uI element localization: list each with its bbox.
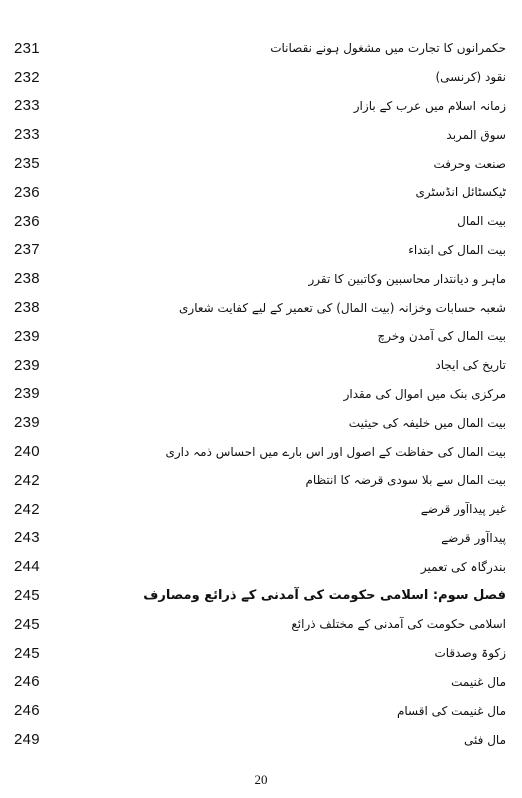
toc-page-number: 249 — [14, 731, 40, 749]
toc-section-title: فصل سوم: اسلامی حکومت کی آمدنی کے ذرائع ومصارف — [143, 588, 506, 604]
toc-entry — [0, 408, 522, 437]
toc-title: نقود (کرنسی) — [435, 70, 506, 85]
toc-page-number: 239 — [14, 327, 40, 345]
toc-title: بیت المال کی آمدن وخرچ — [377, 329, 506, 344]
toc-page-number: 246 — [14, 702, 40, 720]
toc-entry — [0, 639, 522, 668]
toc-entry — [0, 524, 522, 553]
toc-entry — [0, 149, 522, 178]
toc-entry — [0, 437, 522, 466]
toc-page-number: 238 — [14, 270, 40, 288]
toc-page-number: 242 — [14, 500, 40, 518]
toc-page-number: 244 — [14, 558, 40, 576]
toc-page-number: 240 — [14, 443, 40, 461]
toc-entry — [0, 495, 522, 524]
toc-entry — [0, 34, 522, 63]
toc-entry — [0, 293, 522, 322]
toc-page-number: 236 — [14, 183, 40, 201]
toc-section-heading — [0, 581, 522, 610]
toc-page-number: 233 — [14, 97, 40, 115]
toc-page-number: 239 — [14, 414, 40, 432]
toc-page-number: 245 — [14, 644, 40, 662]
toc-entry — [0, 552, 522, 581]
toc-title: صنعت وحرفت — [433, 156, 506, 171]
toc-page-number: 239 — [14, 385, 40, 403]
toc-entry — [0, 63, 522, 92]
toc-page-number: 233 — [14, 126, 40, 144]
toc-title: بیت المال میں خلیفہ کی حیثیت — [348, 415, 506, 430]
toc-title: بیت المال کی حفاظت کے اصول اور اس بارے میں احساس ذمہ داری — [165, 444, 506, 459]
toc-entry — [0, 322, 522, 351]
toc-title: مال غنیمت — [451, 674, 506, 689]
toc-entry — [0, 668, 522, 697]
toc-entry — [0, 264, 522, 293]
toc-entry — [0, 696, 522, 725]
toc-title: ماہر و دیانتدار محاسبین وکاتبین کا تقرر — [308, 271, 506, 286]
toc-title: زمانہ اسلام میں عرب کے بازار — [353, 98, 506, 113]
toc-title: تاریخ کی ایجاد — [435, 358, 506, 373]
toc-page-number: 235 — [14, 155, 40, 173]
toc-title: مال غنیمت کی اقسام — [396, 703, 506, 718]
toc-entry — [0, 380, 522, 409]
toc-page-number: 243 — [14, 529, 40, 547]
toc-title: بیت المال کی ابتداء — [408, 242, 506, 257]
toc-page-number: 232 — [14, 68, 40, 86]
toc-title: سوق المربد — [446, 127, 506, 142]
toc-title: غیر پیداآور قرضے — [420, 502, 506, 517]
toc-title: مال فئی — [464, 732, 506, 747]
toc-title: اسلامی حکومت کی آمدنی کے مختلف ذرائع — [291, 617, 506, 632]
toc-title: شعبہ حسابات وخزانہ (بیت المال) کی تعمیر کے لیے کفایت شعاری — [179, 300, 506, 315]
toc-title: ٹیکسٹائل انڈسٹری — [415, 185, 506, 200]
toc-page-number: 246 — [14, 673, 40, 691]
toc-title: حکمرانوں کا تجارت میں مشغول ہونے نقصانات — [270, 41, 506, 56]
toc-page-number: 245 — [14, 587, 40, 605]
toc-page-number: 238 — [14, 299, 40, 317]
toc-entry — [0, 725, 522, 754]
toc-title: مرکزی بنک میں اموال کی مقدار — [343, 386, 506, 401]
toc-entry — [0, 610, 522, 639]
toc-entry — [0, 236, 522, 265]
toc-page-number: 239 — [14, 356, 40, 374]
toc-page-number: 231 — [14, 39, 40, 57]
toc-title: پیداآور قرضے — [441, 530, 506, 545]
toc-title: بیت المال سے بلا سودی قرضہ کا انتظام — [305, 473, 506, 488]
toc-page-number: 236 — [14, 212, 40, 230]
toc-page-number: 237 — [14, 241, 40, 259]
toc-entry — [0, 466, 522, 495]
footer-page-number: 20 — [254, 772, 268, 787]
toc-page-number: 245 — [14, 615, 40, 633]
toc-entry — [0, 178, 522, 207]
toc-entry — [0, 92, 522, 121]
toc-entry — [0, 120, 522, 149]
toc-title: زکوۃ وصدقات — [434, 646, 506, 661]
table-of-contents — [0, 34, 522, 754]
toc-entry — [0, 207, 522, 236]
toc-title: بندرگاہ کی تعمیر — [420, 559, 506, 574]
toc-page-number: 242 — [14, 471, 40, 489]
toc-entry — [0, 351, 522, 380]
toc-title: بیت المال — [457, 214, 506, 229]
